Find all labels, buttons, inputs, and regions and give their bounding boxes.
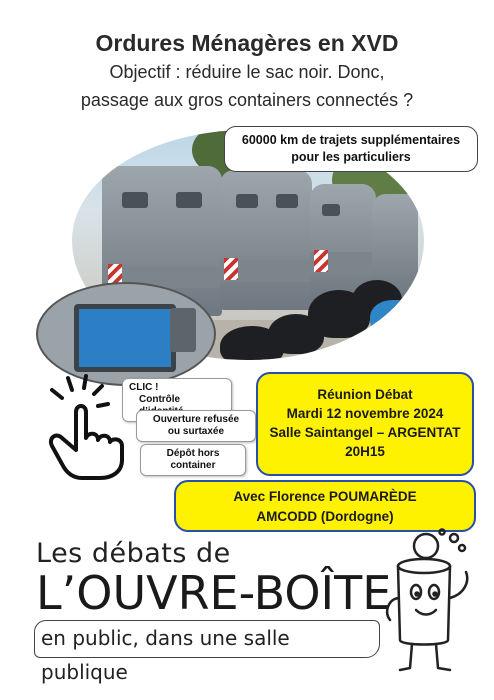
event-box <box>256 372 474 476</box>
guest-box <box>174 480 476 532</box>
step-deposit-line-1: Dépôt hors <box>166 448 220 459</box>
step-deposit-line-2: container <box>170 460 216 471</box>
brand-line-1: Les débats de <box>36 538 231 569</box>
event-time: 20H15 <box>345 444 385 459</box>
guest-org: AMCODD (Dordogne) <box>256 509 394 524</box>
step-refused-line-1: Ouverture refusée <box>152 414 240 425</box>
step-refused-line-2: ou surtaxée <box>167 426 225 437</box>
brand-tagline: en public, dans une salle publique <box>34 620 380 658</box>
can-opener-mascot-icon <box>380 528 476 678</box>
subtitle-line-2: passage aux gros containers connectés ? <box>80 90 414 110</box>
callout-line-1: 60000 km de trajets supplémentaires <box>241 133 461 147</box>
subtitle-line-1: Objectif : réduire le sac noir. Donc, <box>109 62 385 82</box>
container-screen-zoom <box>36 282 216 386</box>
brand-name: L’OUVRE-BOÎTE <box>36 566 392 620</box>
pointing-hand-icon <box>42 372 132 482</box>
step-refused <box>136 410 256 442</box>
event-type: Réunion Débat <box>317 387 413 402</box>
step-identity-label: Contrôle <box>139 394 181 405</box>
event-place: Salle Saintangel – ARGENTAT <box>269 425 461 440</box>
extra-distance-callout <box>224 126 478 172</box>
event-date: Mardi 12 novembre 2024 <box>286 406 444 421</box>
callout-line-2: pour les particuliers <box>291 150 411 164</box>
step-outside-deposit <box>140 444 246 476</box>
guest-name: Avec Florence POUMARÈDE <box>233 489 417 504</box>
step-click-label: CLIC ! <box>129 382 159 393</box>
page-title: Ordures Ménagères en XVD <box>95 30 399 56</box>
